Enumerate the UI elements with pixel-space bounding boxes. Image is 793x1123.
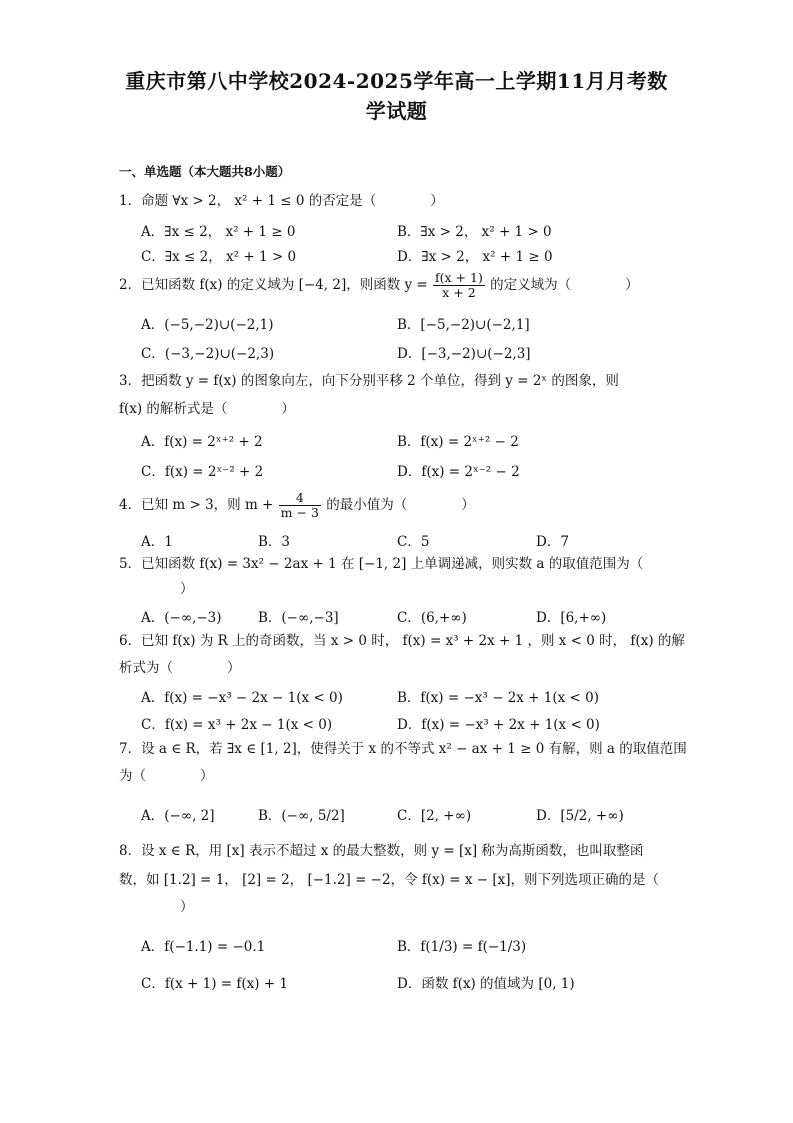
- question-7-stem-line-1: 7．设 a ∈ R，若 ∃x ∈ [1, 2]，使得关于 x 的不等式 x² − ax + 1 ≥ 0 有解，则 a 的取值范围: [119, 741, 687, 757]
- question-4-stem-a: 4．已知 m > 3，则 m +: [119, 497, 274, 513]
- question-4-fraction: [279, 491, 321, 520]
- question-1-stem: 1．命题 ∀x > 2， x² + 1 ≤ 0 的否定是（ ）: [119, 193, 444, 209]
- question-1-option-c: C．∃x ≤ 2， x² + 1 > 0: [141, 249, 297, 265]
- question-5-option-c: C．(6,+∞): [397, 610, 467, 626]
- question-4-stem: [119, 491, 475, 520]
- question-1-option-b: B．∃x > 2， x² + 1 > 0: [397, 224, 552, 240]
- question-2-option-a: A．(−5,−2)∪(−2,1): [141, 317, 274, 333]
- question-4-denominator: m − 3: [280, 505, 319, 520]
- question-8-stem-line-3: ）: [180, 899, 194, 915]
- question-3-stem-line-1: 3．把函数 y = f(x) 的图象向左，向下分别平移 2 个单位，得到 y = 2ˣ 的图象，则: [119, 373, 619, 389]
- question-3-option-c: C．f(x) = 2ˣ⁻² + 2: [141, 464, 264, 480]
- question-3-option-d: D．f(x) = 2ˣ⁻² − 2: [397, 464, 520, 480]
- question-5-option-d: D．[6,+∞): [536, 610, 607, 626]
- question-5-option-a: A．(−∞,−3): [141, 610, 222, 626]
- question-5-stem-line-1: 5．已知函数 f(x) = 3x² − 2ax + 1 在 [−1, 2] 上单调递减，则实数 a 的取值范围为（: [119, 556, 644, 572]
- question-7-option-b: B．(−∞, 5/2]: [258, 808, 345, 824]
- question-1-option-d: D．∃x > 2， x² + 1 ≥ 0: [397, 249, 553, 265]
- question-6-stem-line-2: 析式为（ ）: [119, 660, 241, 676]
- question-4-numerator: 4: [279, 491, 321, 506]
- question-8-option-b: B．f(1/3) = f(−1/3): [397, 939, 527, 955]
- section-heading: 一、单选题（本大题共8小题）: [119, 164, 291, 179]
- question-3-stem-line-2: f(x) 的解析式是（ ）: [119, 401, 295, 417]
- question-2-stem: [119, 271, 639, 300]
- question-6-option-d: D．f(x) = −x³ + 2x + 1(x < 0): [397, 717, 600, 733]
- question-6-stem-line-1: 6．已知 f(x) 为 R 上的奇函数，当 x > 0 时， f(x) = x³ + 2x + 1 ，则 x < 0 时， f(x) 的解: [119, 633, 685, 649]
- question-4-option-a: A．1: [141, 534, 173, 550]
- question-2-stem-b: 的定义域为（ ）: [490, 277, 639, 293]
- question-7-option-d: D．[5/2, +∞): [536, 808, 624, 824]
- question-7-stem-line-2: 为（ ）: [119, 768, 214, 784]
- question-2-option-c: C．(−3,−2)∪(−2,3): [141, 346, 275, 362]
- question-5-option-b: B．(−∞,−3]: [258, 610, 339, 626]
- question-2-fraction: [433, 271, 485, 300]
- page-title: [90, 66, 703, 126]
- question-2-option-d: D．[−3,−2)∪(−2,3]: [397, 346, 531, 362]
- question-1-option-a: A．∃x ≤ 2， x² + 1 ≥ 0: [141, 224, 296, 240]
- question-6-option-b: B．f(x) = −x³ − 2x + 1(x < 0): [397, 690, 600, 706]
- question-2-stem-a: 2．已知函数 f(x) 的定义域为 [−4, 2]，则函数 y =: [119, 277, 428, 293]
- question-2-denominator: x + 2: [442, 285, 476, 300]
- question-6-option-a: A．f(x) = −x³ − 2x − 1(x < 0): [141, 690, 343, 706]
- question-2-option-b: B．[−5,−2)∪(−2,1]: [397, 317, 530, 333]
- question-7-option-c: C．[2, +∞): [397, 808, 472, 824]
- question-4-option-d: D．7: [536, 534, 569, 550]
- question-7-option-a: A．(−∞, 2]: [141, 808, 215, 824]
- question-4-option-c: C．5: [397, 534, 430, 550]
- title-line-1: 重庆市第八中学校2024-2025学年高一上学期11月月考数: [125, 69, 668, 93]
- question-8-stem-line-1: 8．设 x ∈ R，用 [x] 表示不超过 x 的最大整数，则 y = [x] 称为高斯函数，也叫取整函: [119, 843, 644, 859]
- question-8-option-d: D．函数 f(x) 的值域为 [0, 1): [397, 976, 575, 992]
- question-4-stem-b: 的最小值为（ ）: [326, 497, 475, 513]
- title-line-2: 学试题: [365, 99, 428, 123]
- question-4-option-b: B．3: [258, 534, 291, 550]
- question-5-stem-line-2: ）: [180, 581, 194, 597]
- question-8-option-a: A．f(−1.1) = −0.1: [141, 939, 266, 955]
- question-2-numerator: f(x + 1): [435, 270, 483, 285]
- question-8-option-c: C．f(x + 1) = f(x) + 1: [141, 976, 288, 992]
- question-6-option-c: C．f(x) = x³ + 2x − 1(x < 0): [141, 717, 333, 733]
- question-8-stem-line-2: 数，如 [1.2] = 1， [2] = 2， [−1.2] = −2，令 f(x) = x − [x]，则下列选项正确的是（: [119, 872, 660, 888]
- question-3-option-b: B．f(x) = 2ˣ⁺² − 2: [397, 434, 519, 450]
- question-3-option-a: A．f(x) = 2ˣ⁺² + 2: [141, 434, 263, 450]
